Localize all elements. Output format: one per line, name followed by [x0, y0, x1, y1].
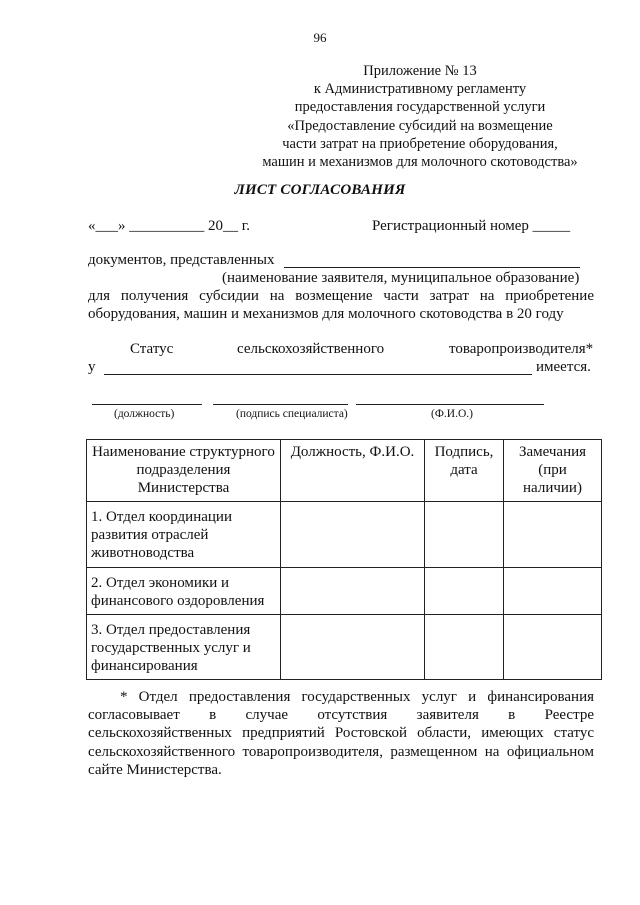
applicant-caption: (наименование заявителя, муниципальное образование)	[222, 270, 580, 286]
footnote-line: * Отдел предоставления государственных услуг и финансирования	[120, 689, 594, 705]
full-name-line	[356, 404, 544, 405]
full-name-caption: (Ф.И.О.)	[431, 408, 473, 420]
producer-underline	[104, 374, 532, 375]
appendix-header	[250, 62, 590, 171]
applicant-underline	[284, 267, 580, 268]
appendix-line: к Административному регламенту	[313, 81, 527, 98]
table-row	[87, 568, 602, 615]
official-cell[interactable]	[281, 502, 425, 568]
position-caption: (должность)	[114, 408, 175, 420]
column-header: Наименование структурного подразделения Министерства	[87, 440, 281, 502]
official-cell[interactable]	[281, 615, 425, 680]
table-row	[87, 615, 602, 680]
table-row	[87, 502, 602, 568]
signature-cell[interactable]	[425, 615, 504, 680]
documents-label: документов, представленных	[88, 252, 275, 268]
appendix-line: машин и механизмов для молочного скотоводства»	[262, 154, 578, 171]
status-prefix: у	[88, 359, 96, 375]
purpose-line: оборудования, машин и механизмов для молочного скотоводства в 20 году	[88, 306, 564, 322]
department-cell: 3. Отдел предоставления государственных услуг и финансирования	[87, 615, 281, 680]
remarks-cell[interactable]	[504, 568, 602, 615]
registration-number-label: Регистрационный номер _____	[372, 218, 571, 234]
purpose-line: для получения субсидии на возмещение части затрат на приобретение	[88, 288, 594, 304]
column-header: Подпись, дата	[425, 440, 504, 502]
remarks-cell[interactable]	[504, 502, 602, 568]
approval-table	[86, 439, 602, 680]
status-suffix: имеется.	[536, 359, 591, 375]
status-word: товаропроизводителя*	[449, 341, 594, 357]
footnote	[88, 688, 594, 779]
date-field: «___» __________ 20__ г.	[88, 218, 250, 234]
column-header: Замечания (при наличии)	[504, 440, 602, 502]
signature-caption: (подпись специалиста)	[236, 408, 348, 420]
signature-cell[interactable]	[425, 502, 504, 568]
signature-cell[interactable]	[425, 568, 504, 615]
appendix-line: части затрат на приобретение оборудования,	[282, 135, 558, 152]
appendix-line: Приложение № 13	[363, 63, 477, 79]
appendix-line: предоставления государственной услуги	[294, 99, 546, 116]
footnote-line: сайте Министерства.	[88, 761, 222, 778]
appendix-line: «Предоставление субсидий на возмещение	[287, 117, 553, 134]
department-cell: 1. Отдел координации развития отраслей животноводства	[87, 502, 281, 568]
column-header: Должность, Ф.И.О.	[281, 440, 425, 502]
remarks-cell[interactable]	[504, 615, 602, 680]
page-number: 96	[313, 30, 327, 45]
footnote-line: сельскохозяйственных предприятий Ростовской области, имеющих статус	[88, 725, 594, 742]
footnote-line: сельскохозяйственного товаропроизводителя, размещенном на официальном	[88, 743, 594, 760]
status-word: Статус	[130, 341, 174, 357]
document-title: ЛИСТ СОГЛАСОВАНИЯ	[234, 182, 406, 198]
official-cell[interactable]	[281, 568, 425, 615]
table-header-row	[87, 440, 602, 502]
position-line	[92, 404, 202, 405]
department-cell: 2. Отдел экономики и финансового оздоровления	[87, 568, 281, 615]
footnote-line: согласовывает в случае отсутствия заявителя в Реестре	[88, 707, 594, 724]
status-word: сельскохозяйственного	[237, 341, 385, 357]
signature-line	[213, 404, 348, 405]
